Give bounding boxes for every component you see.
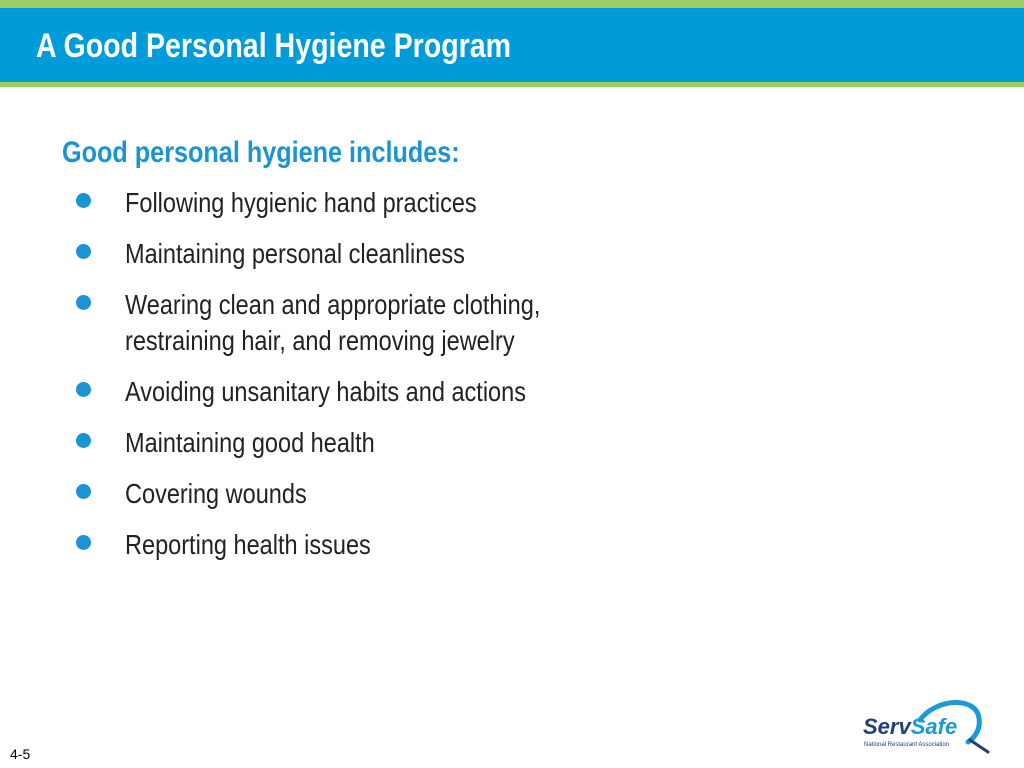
bullet-text: Maintaining good health (125, 427, 375, 458)
logo-brand-serv: Serv (863, 714, 911, 739)
swoosh-icon-lower (970, 740, 988, 752)
bullet-dot-icon (76, 295, 91, 310)
bullet-item (72, 527, 619, 563)
bullet-text: Following hygienic hand practices (125, 187, 477, 218)
bullet-item (72, 185, 619, 221)
bullet-dot-icon (76, 193, 91, 208)
bullet-list (72, 185, 619, 578)
top-accent-stripe (0, 0, 1024, 8)
bullet-dot-icon (76, 382, 91, 397)
bullet-item (72, 476, 619, 512)
slide-number: 4-5 (10, 746, 31, 762)
bullet-text: Covering wounds (125, 478, 307, 509)
bullet-dot-icon (76, 535, 91, 550)
bullet-item (72, 287, 619, 359)
logo-tagline: National Restaurant Association (864, 742, 950, 748)
bullet-item (72, 374, 619, 410)
section-heading: Good personal hygiene includes: (62, 136, 460, 169)
logo-brand-safe: Safe (910, 714, 958, 739)
bullet-dot-icon (76, 433, 91, 448)
title-underline (0, 82, 1024, 87)
bullet-dot-icon (76, 244, 91, 259)
servsafe-logo (858, 694, 994, 756)
bullet-text: Maintaining personal cleanliness (125, 238, 465, 269)
bullet-text-line-1: Wearing clean and appropriate clothing, (125, 289, 541, 320)
bullet-text: Avoiding unsanitary habits and actions (125, 376, 526, 407)
slide-title: A Good Personal Hygiene Program (36, 27, 512, 65)
bullet-item (72, 425, 619, 461)
bullet-text: Reporting health issues (125, 529, 371, 560)
bullet-text-line-2: restraining hair, and removing jewelry (125, 325, 515, 356)
bullet-item (72, 236, 619, 272)
svg-text:ServSafe (863, 714, 957, 739)
servsafe-logo-graphic (858, 694, 994, 756)
bullet-dot-icon (76, 484, 91, 499)
